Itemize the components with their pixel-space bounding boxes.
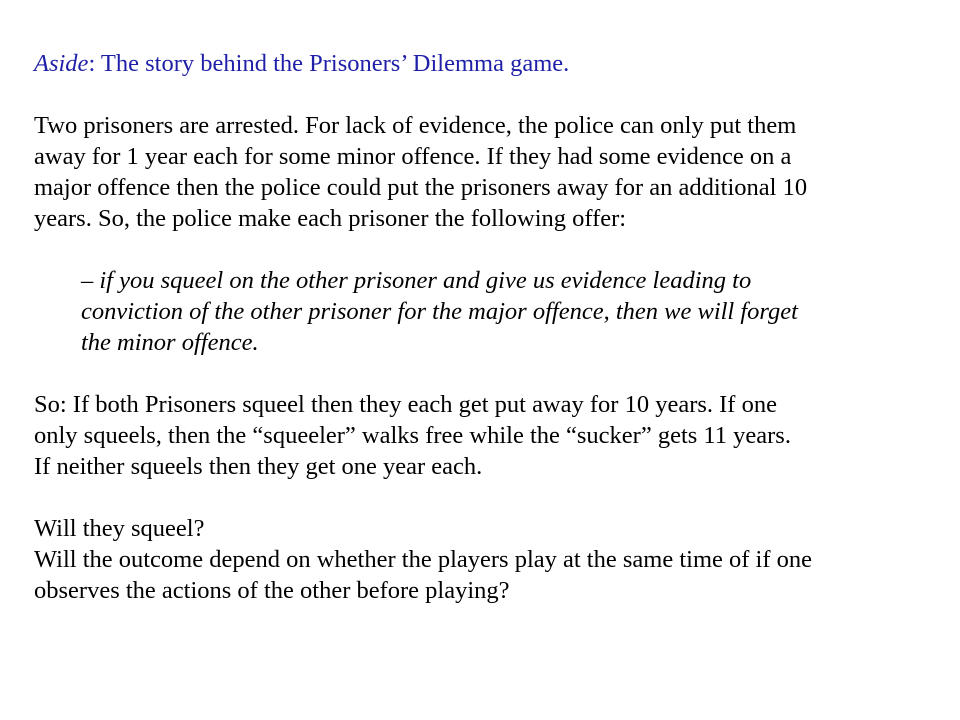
spacer bbox=[34, 234, 934, 265]
question-line: observes the actions of the other before playing? bbox=[34, 577, 510, 604]
story-paragraph bbox=[34, 110, 934, 234]
story-line: Two prisoners are arrested. For lack of evidence, the police can only put them bbox=[34, 112, 797, 139]
questions-paragraph bbox=[34, 513, 934, 606]
outcome-line: If neither squeels then they get one year each. bbox=[34, 453, 483, 480]
police-offer-quote bbox=[34, 265, 934, 358]
story-line: major offence then the police could put the prisoners away for an additional 10 bbox=[34, 174, 808, 201]
story-line: years. So, the police make each prisoner the following offer: bbox=[34, 205, 627, 232]
spacer bbox=[34, 79, 934, 110]
question-line: Will they squeel? bbox=[34, 515, 205, 542]
outcome-line: only squeels, then the “squeeler” walks free while the “sucker” gets 11 years. bbox=[34, 422, 791, 449]
spacer bbox=[34, 482, 934, 513]
outcomes-paragraph bbox=[34, 389, 934, 482]
offer-line: the minor offence. bbox=[81, 329, 259, 356]
spacer bbox=[34, 358, 934, 389]
offer-line: conviction of the other prisoner for the major offence, then we will forget bbox=[81, 298, 798, 325]
outcome-line: So: If both Prisoners squeel then they each get put away for 10 years. If one bbox=[34, 391, 777, 418]
slide-title bbox=[34, 48, 934, 79]
question-line: Will the outcome depend on whether the players play at the same time of if one bbox=[34, 546, 812, 573]
slide-content bbox=[34, 48, 934, 606]
title-italic-part: Aside bbox=[34, 50, 89, 77]
title-rest: : The story behind the Prisoners’ Dilemma game. bbox=[88, 50, 570, 77]
offer-line: – if you squeel on the other prisoner and give us evidence leading to bbox=[81, 267, 752, 294]
story-line: away for 1 year each for some minor offence. If they had some evidence on a bbox=[34, 143, 792, 170]
